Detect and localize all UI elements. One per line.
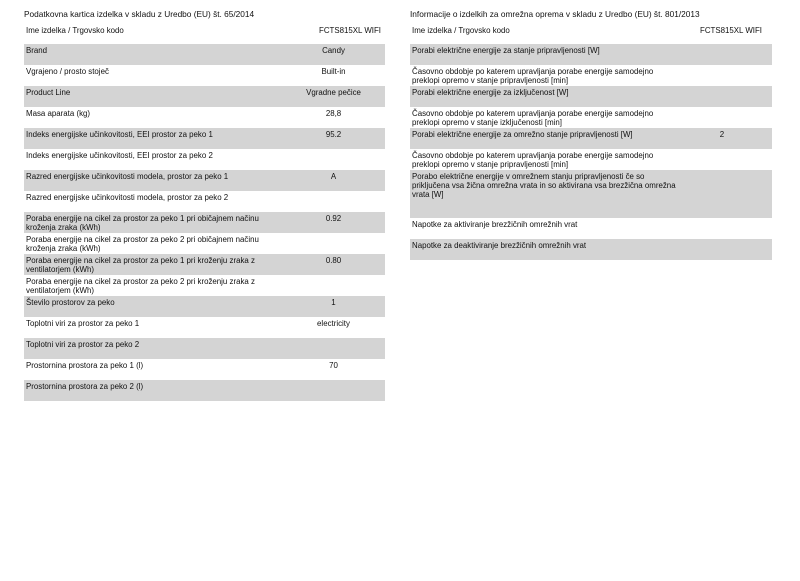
row-label: Porabi električne energije za stanje pripravljenosti [W] [412, 46, 600, 55]
row-label: Porabo električne energije v omrežnem stanju pripravljenosti če so priključena vsa žična omrežna vrata in so aktivirana vsa brezžična omrežna vrata [W] [412, 172, 676, 199]
row-value: 2 [719, 130, 725, 139]
row-value: 95.2 [325, 130, 342, 139]
row-value [682, 241, 762, 260]
row-value [682, 151, 762, 170]
table-row [24, 338, 385, 359]
table-row [24, 170, 385, 191]
row-value: Candy [322, 46, 345, 55]
table-row [24, 254, 385, 275]
row-label: Poraba energije na cikel za prostor za peko 1 pri kroženju zraka z ventilatorjem (kWh) [26, 256, 255, 274]
table-row [410, 65, 772, 86]
row-value [286, 151, 381, 170]
table-row [24, 149, 385, 170]
row-label: Časovno obdobje po katerem upravljanja porabe energije samodejno preklopi opremo v stanje izključenosti [min] [412, 109, 654, 127]
sheet-title: Informacije o izdelkih za omrežna oprema v skladu z Uredbo (EU) št. 801/2013 [410, 9, 700, 19]
row-value: 0.92 [325, 214, 342, 223]
table-row [24, 65, 385, 86]
row-label: Toplotni viri za prostor za peko 2 [26, 340, 140, 349]
table-row [410, 86, 772, 107]
table-row [410, 128, 772, 149]
row-label: Prostornina prostora za peko 1 (l) [26, 361, 144, 370]
row-value [286, 193, 381, 212]
row-label: Poraba energije na cikel za prostor za peko 2 pri običajnem načinu kroženja zraka (kWh) [26, 235, 259, 253]
table-row [410, 149, 772, 170]
table-row [24, 317, 385, 338]
row-value [682, 88, 762, 107]
row-value [682, 220, 762, 239]
row-label: Razred energijske učinkovitosti modela, prostor za peko 1 [26, 172, 229, 181]
table-row [24, 191, 385, 212]
row-label: Vgrajeno / prosto stoječ [26, 67, 109, 76]
row-label: Napotke za deaktiviranje brezžičnih omrežnih vrat [412, 241, 587, 250]
table-row [24, 44, 385, 65]
table-row [24, 296, 385, 317]
row-label: Prostornina prostora za peko 2 (l) [26, 382, 144, 391]
table-row [24, 107, 385, 128]
table-row [24, 275, 385, 296]
row-value [286, 340, 381, 359]
row-value [682, 67, 762, 86]
table-row [410, 239, 772, 260]
row-label: Ime izdelka / Trgovsko kodo [26, 26, 124, 35]
row-label: Časovno obdobje po katerem upravljanja porabe energije samodejno preklopi opremo v stanje pripravljenosti [min] [412, 67, 654, 85]
row-value [286, 382, 381, 401]
table-row [24, 233, 385, 254]
row-value: FCTS815XL WIFI [319, 26, 381, 35]
row-label: Poraba energije na cikel za prostor za peko 2 pri kroženju zraka z ventilatorjem (kWh) [26, 277, 255, 295]
row-value: Vgradne pečice [306, 88, 361, 97]
row-label: Brand [26, 46, 48, 55]
row-label: Masa aparata (kg) [26, 109, 91, 118]
row-label: Razred energijske učinkovitosti modela, prostor za peko 2 [26, 193, 229, 202]
table-row [24, 128, 385, 149]
row-value: electricity [317, 319, 350, 328]
row-label: Poraba energije na cikel za prostor za peko 1 pri običajnem načinu kroženja zraka (kWh) [26, 214, 259, 232]
table-row [410, 44, 772, 65]
row-value: A [330, 172, 337, 181]
row-value: FCTS815XL WIFI [700, 26, 762, 35]
row-value: 1 [331, 298, 336, 307]
row-value [286, 277, 381, 296]
network-product-info [410, 8, 772, 260]
row-label: Napotke za aktiviranje brezžičnih omrežnih vrat [412, 220, 578, 229]
table-row [24, 86, 385, 107]
table-row [410, 218, 772, 239]
row-value [286, 235, 381, 254]
table-row [24, 212, 385, 233]
product-name-row [410, 24, 772, 44]
table-row [410, 107, 772, 128]
sheet-title: Podatkovna kartica izdelka v skladu z Uredbo (EU) št. 65/2014 [24, 9, 255, 19]
row-label: Porabi električne energije za izključenost [W] [412, 88, 569, 97]
table-row [24, 359, 385, 380]
table-row [410, 170, 772, 218]
row-label: Ime izdelka / Trgovsko kodo [412, 26, 510, 35]
product-data-sheet [24, 8, 385, 401]
row-value [682, 172, 762, 218]
row-label: Časovno obdobje po katerem upravljanja porabe energije samodejno preklopi opremo v stanje pripravljenosti [min] [412, 151, 654, 169]
row-label: Porabi električne energije za omrežno stanje pripravljenosti [W] [412, 130, 633, 139]
row-value: 0.80 [325, 256, 342, 265]
row-value: 70 [329, 361, 338, 370]
row-label: Toplotni viri za prostor za peko 1 [26, 319, 140, 328]
product-name-row [24, 24, 385, 44]
table-row [24, 380, 385, 401]
row-label: Število prostorov za peko [26, 298, 115, 307]
row-value: Built-in [321, 67, 346, 76]
row-label: Indeks energijske učinkovitosti, EEI prostor za peko 2 [26, 151, 213, 160]
row-value: 28,8 [325, 109, 342, 118]
row-label: Product Line [26, 88, 71, 97]
row-label: Indeks energijske učinkovitosti, EEI prostor za peko 1 [26, 130, 213, 139]
row-value [682, 46, 762, 65]
row-value [682, 109, 762, 128]
